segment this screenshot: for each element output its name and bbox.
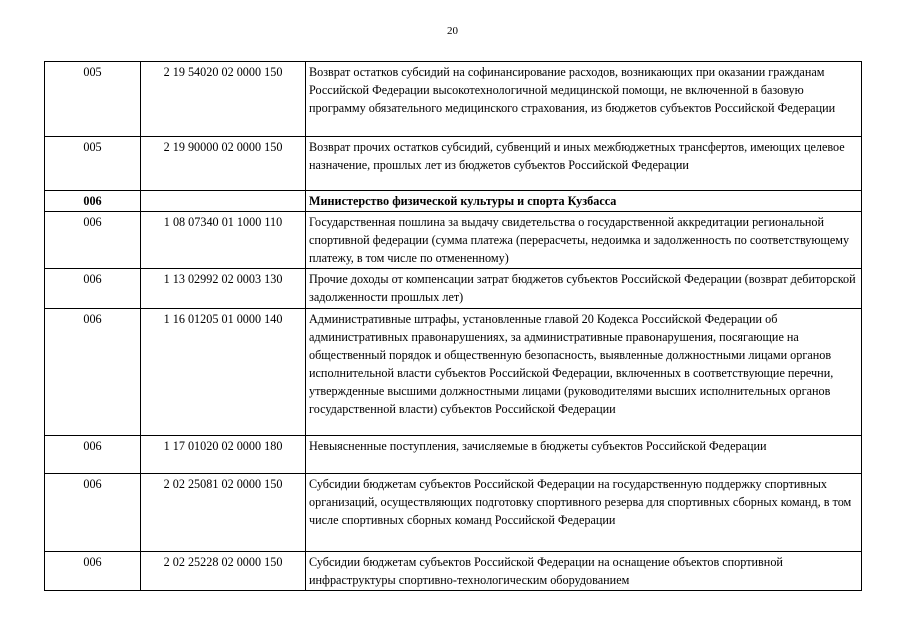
budget-code-cell: 1 17 01020 02 0000 180 <box>141 436 306 474</box>
budget-code-cell: 2 02 25081 02 0000 150 <box>141 474 306 552</box>
table-row <box>45 552 862 591</box>
description-cell: Возврат прочих остатков субсидий, субвенций и иных межбюджетных трансфертов, имеющих целевое назначение, прошлых лет из бюджетов субъектов Российской Федерации <box>306 137 862 191</box>
budget-code-cell: 2 02 25228 02 0000 150 <box>141 552 306 591</box>
section-header-row <box>45 191 862 212</box>
budget-code-cell <box>141 191 306 212</box>
admin-code-cell: 006 <box>45 212 141 269</box>
budget-code-cell: 1 16 01205 01 0000 140 <box>141 309 306 436</box>
budget-code-cell: 1 13 02992 02 0003 130 <box>141 269 306 309</box>
admin-code-cell: 006 <box>45 474 141 552</box>
description-cell: Государственная пошлина за выдачу свидетельства о государственной аккредитации региональной спортивной федерации (сумма платежа (перерасчеты, недоимка и задолженность по соответствующему платежу, в том числе по отмененному) <box>306 212 862 269</box>
description-cell: Прочие доходы от компенсации затрат бюджетов субъектов Российской Федерации (возврат дебиторской задолженности прошлых лет) <box>306 269 862 309</box>
table-row <box>45 137 862 191</box>
table-row <box>45 62 862 137</box>
table-row <box>45 269 862 309</box>
admin-code-cell: 006 <box>45 309 141 436</box>
section-title-cell: Министерство физической культуры и спорта Кузбасса <box>306 191 862 212</box>
description-cell: Административные штрафы, установленные главой 20 Кодекса Российской Федерации об административных правонарушениях, за административные правонарушения, посягающие на общественный порядок и общественную безопасность, выявленные должностными лицами органов исполнительной власти субъектов Российской Федерации, включенных в соответствующие перечни, утвержденные высшими должностными лицами (руководителями высших исполнительных органов государственной власти) субъектов Российской Федерации <box>306 309 862 436</box>
page-number: 20 <box>447 25 458 37</box>
table-row <box>45 309 862 436</box>
description-cell: Субсидии бюджетам субъектов Российской Федерации на государственную поддержку спортивных организаций, осуществляющих подготовку спортивного резерва для спортивных сборных команд, в том числе спортивных сборных команд Российской Федерации <box>306 474 862 552</box>
admin-code-cell: 006 <box>45 552 141 591</box>
admin-code-cell: 005 <box>45 137 141 191</box>
admin-code-cell: 006 <box>45 436 141 474</box>
budget-code-cell: 1 08 07340 01 1000 110 <box>141 212 306 269</box>
budget-code-cell: 2 19 54020 02 0000 150 <box>141 62 306 137</box>
admin-code-cell: 005 <box>45 62 141 137</box>
revenue-codes-table <box>44 61 862 591</box>
table-row <box>45 436 862 474</box>
description-cell: Невыясненные поступления, зачисляемые в бюджеты субъектов Российской Федерации <box>306 436 862 474</box>
budget-code-cell: 2 19 90000 02 0000 150 <box>141 137 306 191</box>
table-row <box>45 212 862 269</box>
description-cell: Субсидии бюджетам субъектов Российской Федерации на оснащение объектов спортивной инфраструктуры спортивно-технологическим оборудованием <box>306 552 862 591</box>
description-cell: Возврат остатков субсидий на софинансирование расходов, возникающих при оказании гражданам Российской Федерации высокотехнологичной медицинской помощи, не включенной в базовую программу обязательного медицинского страхования, из бюджетов субъектов Российской Федерации <box>306 62 862 137</box>
admin-code-cell: 006 <box>45 191 141 212</box>
table-row <box>45 474 862 552</box>
admin-code-cell: 006 <box>45 269 141 309</box>
